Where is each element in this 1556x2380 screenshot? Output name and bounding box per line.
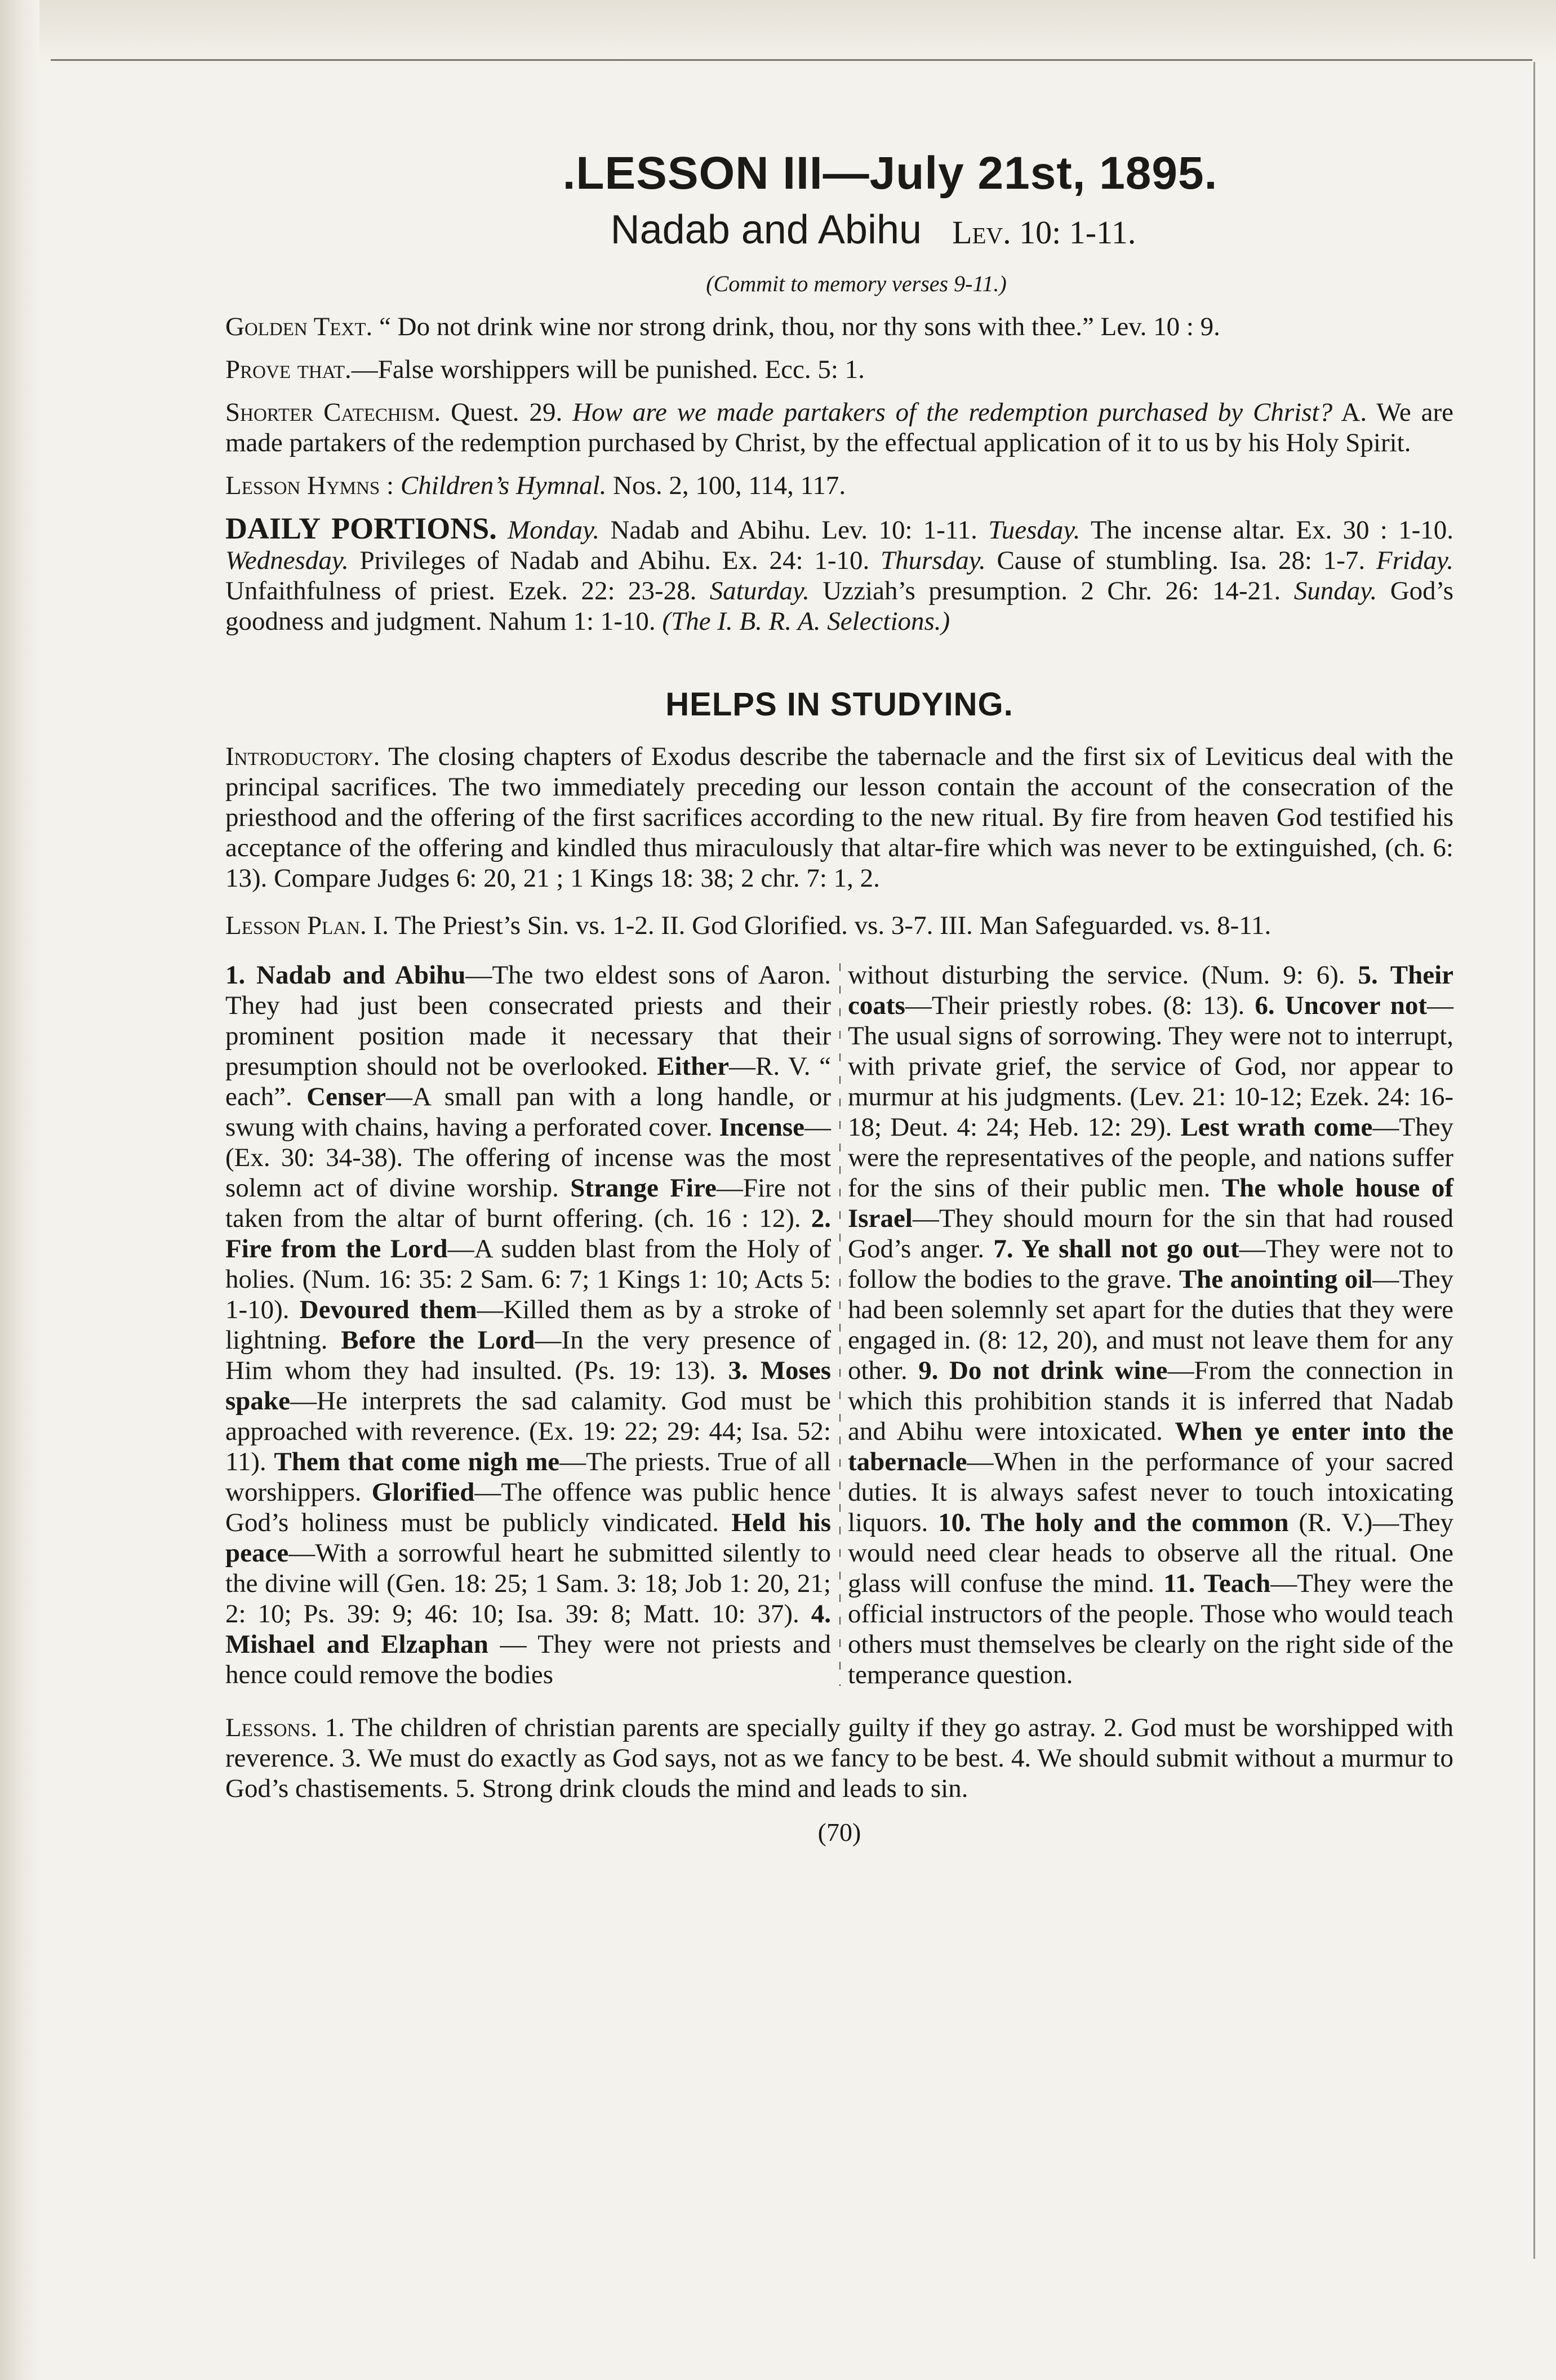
daily-portions — [225, 513, 1453, 637]
catechism-question: How are we made partakers of the redemption purchased by Christ? — [572, 398, 1333, 427]
note-heading: Incense — [719, 1113, 804, 1142]
daily-saturday-text: Uzziah’s presumption. 2 Chr. 26: 14-21. — [823, 576, 1281, 606]
note-text: —When in the performance of your sacred duties. It is always safest never to touch intoxicating liquors. — [848, 1447, 1453, 1537]
note-text: —R. V. “ each”. — [225, 1052, 831, 1111]
daily-tuesday-text: The incense altar. Ex. 30 : 1-10. — [1090, 515, 1453, 545]
note-text: —From the connection in which this prohibition stands it is inferred that Nadab and Abihu were intoxicated. — [848, 1356, 1453, 1446]
note-heading: 11. Teach — [1163, 1569, 1271, 1598]
note-text: —A small pan with a long handle, or swung with chains, having a perforated cover. — [225, 1082, 831, 1142]
lessons-label: Lessons. — [225, 1713, 318, 1742]
daily-thursday-text: Cause of stumbling. Isa. 28: 1-7. — [997, 546, 1366, 575]
note-heading: Held his peace — [225, 1508, 831, 1568]
shorter-catechism — [225, 397, 1453, 458]
note-heading: Either — [657, 1052, 729, 1081]
note-text: —A sudden blast from the Holy of holies. (Num. 16: 35: 2 Sam. 6: 7; 1 Kings 1: 10; Acts 5: 1-10). — [225, 1234, 831, 1324]
note-heading: 3. Moses spake — [225, 1356, 831, 1416]
column-divider — [839, 963, 841, 1686]
note-text: —Fire not taken from the altar of burnt offering. (ch. 16 : 12). — [225, 1173, 831, 1233]
note-text: —The offence was public hence God’s holiness must be publicly vindicated. — [225, 1478, 831, 1537]
daily-source: (The I. B. R. A. Selections.) — [662, 607, 950, 636]
note-heading: The anointing oil — [1179, 1265, 1373, 1294]
golden-text — [225, 312, 1453, 342]
note-text: —Their priestly robes. (8: 13). — [905, 991, 1255, 1020]
scan-edge-left — [0, 0, 39, 2380]
lesson-hymns — [225, 470, 1453, 501]
notes-right-column — [848, 960, 1453, 1690]
daily-wednesday-day: Wednesday. — [225, 546, 349, 575]
introductory — [225, 741, 1453, 893]
note-text: — They were not priests and hence could remove the bodies — [225, 1630, 832, 1689]
note-text: —The priests. True of all worshippers. — [225, 1447, 831, 1507]
golden-text-label: Golden Text. — [225, 312, 373, 341]
prove-that-body: —False worshippers will be punished. Ecc. 5: 1. — [351, 355, 865, 384]
catechism-label: Shorter Catechism. — [225, 398, 441, 427]
note-heading: 4. Mishael and Elzaphan — [225, 1599, 831, 1659]
lesson-plan-label: Lesson Plan. — [225, 911, 367, 940]
daily-wednesday-text: Privileges of Nadab and Abihu. Ex. 24: 1-10. — [359, 546, 870, 575]
note-text: —The two eldest sons of Aaron. They had just been consecrated priests and their prominent position made it necessary that their presumption should not be overlooked. — [225, 960, 831, 1081]
note-text: without disturbing the service. (Num. 9: 6). — [848, 960, 1358, 990]
lesson-reference: Lev. 10: 1-11. — [952, 214, 1136, 251]
note-text: —They should mourn for the sin that had roused God’s anger. — [848, 1204, 1453, 1264]
catechism-question-ref: Quest. 29. — [451, 398, 563, 427]
hymns-label: Lesson Hymns : — [225, 471, 394, 500]
introductory-body: The closing chapters of Exodus describe the tabernacle and the first six of Leviticus deal with the principal sacrifices. The two immediately preceding our lesson contain the account of the consecration of the priesthood and the offering of the first sacrifices according to the new ritual. By fire from heaven God testified his acceptance of the offering and kindled thus miraculously that altar-fire which was never to be extinguished, (ch. 6: 13). Compare Judges 6: 20, 21 ; 1 Kings 18: 38; 2 chr. 7: 1, 2. — [225, 742, 1453, 893]
note-text: —In the very presence of Him whom they had insulted. (Ps. 19: 13). — [225, 1325, 832, 1385]
note-heading: 2. Fire from the Lord — [225, 1204, 831, 1264]
notes-columns — [225, 960, 1453, 1690]
note-heading: Devoured them — [299, 1295, 477, 1324]
lesson-plan — [225, 910, 1453, 941]
hymns-book: Children’s Hymnal. — [400, 471, 607, 500]
top-rule — [51, 59, 1532, 61]
note-heading: 7. Ye shall not go out — [993, 1234, 1239, 1264]
note-text: (R. V.)—They would need clear heads to observe all the ritual. One glass will confuse the mind. — [848, 1508, 1453, 1598]
daily-sunday-text: God’s goodness and judgment. Nahum 1: 1-10. — [225, 576, 1454, 636]
note-heading: 6. Uncover not — [1255, 991, 1428, 1020]
lesson-subject: Nadab and Abihu — [610, 207, 922, 252]
note-heading: The whole house of Israel — [848, 1173, 1453, 1233]
page-number: (70) — [817, 1818, 861, 1847]
hymns-numbers: Nos. 2, 100, 114, 117. — [613, 471, 846, 500]
lessons — [225, 1712, 1453, 1804]
introductory-label: Introductory. — [225, 742, 380, 771]
note-text: —They were the official instructors of the people. Those who would teach others must themselves be clearly on the right side of the temperance question. — [848, 1569, 1453, 1689]
note-heading: 5. Their coats — [848, 960, 1453, 1020]
commit-note: (Commit to memory verses 9-11.) — [706, 271, 1007, 296]
note-heading: Glorified — [371, 1478, 475, 1507]
lesson-subject-line — [293, 206, 1453, 256]
daily-sunday-day: Sunday. — [1293, 576, 1377, 606]
golden-text-body: “ Do not drink wine nor strong drink, thou, nor thy sons with thee.” Lev. 10 : 9. — [379, 312, 1220, 341]
daily-monday-day: Monday. — [508, 515, 600, 545]
note-heading: Strange Fire — [570, 1173, 717, 1203]
lesson-title: .LESSON III—July 21st, 1895. — [562, 148, 1218, 199]
note-text: —They had been solemnly set apart for the duties that they were engaged in. (8: 12, 20), and must not leave them for any other. — [848, 1265, 1453, 1385]
daily-tuesday-day: Tuesday. — [988, 515, 1081, 545]
note-text: —He interprets the sad calamity. God must be approached with reverence. (Ex. 19: 22; 29: 44; Isa. 52: 11). — [225, 1386, 831, 1476]
note-heading: Lest wrath come — [1180, 1113, 1373, 1142]
lesson-plan-body: I. The Priest’s Sin. vs. 1-2. II. God Glorified. vs. 3-7. III. Man Safeguarded. vs. 8-11. — [373, 911, 1272, 940]
daily-monday-text: Nadab and Abihu. Lev. 10: 1-11. — [610, 515, 977, 545]
note-text: —(Ex. 30: 34-38). The offering of incense was the most solemn act of divine worship. — [225, 1113, 831, 1203]
note-heading: 1. Nadab and Abihu — [225, 960, 466, 990]
notes-left-column — [225, 960, 831, 1690]
daily-portions-label: DAILY PORTIONS. — [225, 511, 497, 545]
note-text: —With a sorrowful heart he submitted silently to the divine will (Gen. 18: 25; 1 Sam. 3: 18; Job 1: 20, 21; 2: 10; Ps. 39: 9; 46: 10; Isa. 39: 8; Matt. 10: 37). — [225, 1538, 831, 1629]
note-heading: Censer — [306, 1082, 386, 1111]
daily-saturday-day: Saturday. — [709, 576, 810, 606]
note-text: —The usual signs of sorrowing. They were not to interrupt, with private grief, the service of God, nor appear to murmur at his judgments. (Lev. 21: 10-12; Ezek. 24: 16-18; Deut. 4: 24; Heb. 12: 29). — [848, 991, 1454, 1142]
right-rule — [1533, 62, 1535, 2259]
note-heading: When ye enter into the tabernacle — [848, 1417, 1453, 1476]
note-heading: 10. The holy and the common — [938, 1508, 1289, 1537]
daily-thursday-day: Thursday. — [881, 546, 986, 575]
page-content — [225, 146, 1453, 1848]
note-text: —They were not to follow the bodies to the grave. — [848, 1234, 1453, 1294]
daily-friday-day: Friday. — [1376, 546, 1453, 575]
note-text: —They were the representatives of the people, and nations suffer for the sins of their public men. — [848, 1113, 1453, 1203]
prove-that — [225, 354, 1453, 385]
scan-edge-top — [0, 0, 1556, 68]
note-heading: Before the Lord — [341, 1325, 535, 1355]
catechism-answer-label: A. — [1341, 398, 1367, 427]
daily-friday-text: Unfaithfulness of priest. Ezek. 22: 23-28. — [225, 576, 697, 606]
lessons-body: 1. The children of christian parents are specially guilty if they go astray. 2. God must be worshipped with reverence. 3. We must do exactly as God says, not as we fancy to be best. 4. We should submit without a murmur to God’s chastisements. 5. Strong drink clouds the mind and leads to sin. — [225, 1713, 1453, 1803]
note-heading: Them that come nigh me — [274, 1447, 560, 1476]
catechism-answer: We are made partakers of the redemption purchased by Christ, by the effectual application of it to us by his Holy Spirit. — [225, 398, 1454, 457]
prove-that-label: Prove that. — [225, 355, 352, 384]
helps-title: HELPS IN STUDYING. — [665, 686, 1013, 723]
note-heading: 9. Do not drink wine — [918, 1356, 1168, 1385]
note-text: —Killed them as by a stroke of lightning. — [225, 1295, 831, 1355]
